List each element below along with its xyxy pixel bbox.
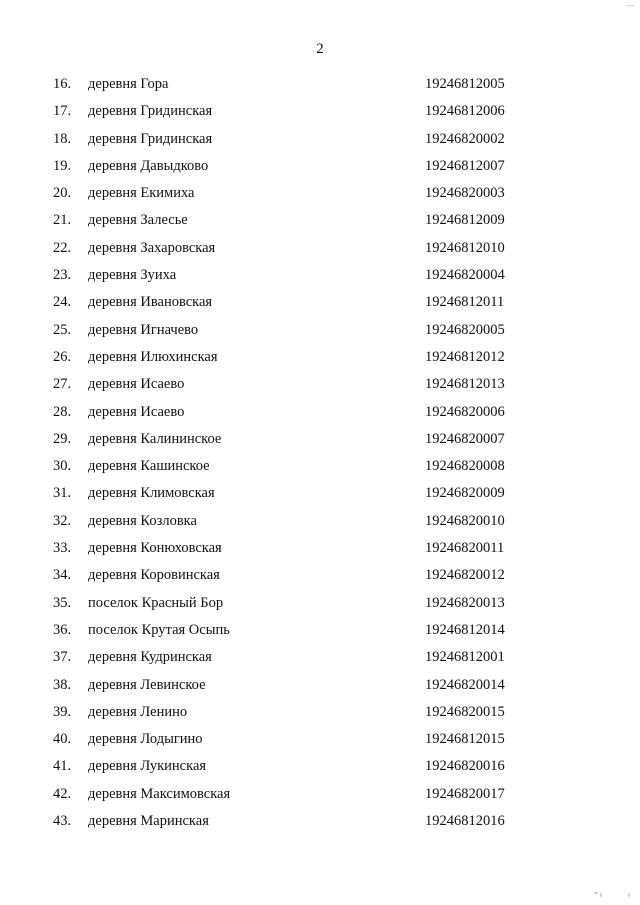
oktmo-code: 19246812015 xyxy=(425,731,505,748)
settlement-name: деревня Кашинское xyxy=(88,458,210,475)
row-number: 19. xyxy=(53,157,72,174)
oktmo-code: 19246812007 xyxy=(425,157,505,174)
row-number: 30. xyxy=(53,458,72,475)
settlement-name: деревня Гора xyxy=(88,76,169,92)
settlement-name: поселок Крутая Осыпь xyxy=(88,621,230,638)
oktmo-code: 19246820004 xyxy=(425,267,505,284)
oktmo-code: 19246820007 xyxy=(425,430,505,447)
oktmo-code: 19246820011 xyxy=(425,540,505,557)
list-row xyxy=(0,266,640,293)
row-number: 20. xyxy=(53,185,72,202)
oktmo-code: 19246820016 xyxy=(425,758,505,775)
oktmo-code: 19246820010 xyxy=(425,512,505,529)
settlement-name: деревня Маринская xyxy=(88,813,209,830)
row-number: 26. xyxy=(53,348,72,365)
row-number: 35. xyxy=(53,594,72,611)
settlement-name: деревня Исаево xyxy=(88,376,185,393)
oktmo-code: 19246820014 xyxy=(425,676,505,693)
settlement-name: деревня Гридинская xyxy=(88,103,213,120)
list-row xyxy=(0,812,640,839)
settlement-name: деревня Зуиха xyxy=(88,267,177,284)
list-row xyxy=(0,703,640,730)
settlement-name: деревня Исаево xyxy=(88,403,185,420)
settlement-name: деревня Гридинская xyxy=(88,130,213,147)
row-number: 43. xyxy=(53,813,72,830)
row-number: 38. xyxy=(53,676,72,693)
list-row xyxy=(0,157,640,184)
settlement-name: деревня Илюхинская xyxy=(88,348,218,365)
oktmo-code: 19246820012 xyxy=(425,567,505,584)
list-row xyxy=(0,321,640,348)
settlement-name: деревня Лукинская xyxy=(88,758,207,775)
row-number: 39. xyxy=(53,703,72,720)
list-row xyxy=(0,239,640,266)
settlement-list xyxy=(0,75,640,839)
settlement-name: деревня Климовская xyxy=(88,485,215,502)
list-row xyxy=(0,430,640,457)
list-row xyxy=(0,375,640,402)
row-number: 16. xyxy=(53,76,72,92)
oktmo-code: 19246812010 xyxy=(425,239,505,256)
oktmo-code: 19246812013 xyxy=(425,376,505,393)
settlement-name: деревня Максимовская xyxy=(88,785,231,802)
oktmo-code: 19246812012 xyxy=(425,348,505,365)
row-number: 40. xyxy=(53,731,72,748)
settlement-name: деревня Кудринская xyxy=(88,649,212,666)
oktmo-code: 19246820015 xyxy=(425,703,505,720)
list-row xyxy=(0,484,640,511)
oktmo-code: 19246820006 xyxy=(425,403,505,420)
row-number: 36. xyxy=(53,621,72,638)
list-row xyxy=(0,512,640,539)
oktmo-code: 19246812005 xyxy=(425,76,505,92)
page-number: 2 xyxy=(316,41,324,57)
list-row xyxy=(0,184,640,211)
list-row xyxy=(0,594,640,621)
row-number: 31. xyxy=(53,485,72,502)
list-row xyxy=(0,785,640,812)
corner-scan-mark-bottom-right: ı xyxy=(628,891,630,899)
settlement-name: деревня Козловка xyxy=(88,512,197,529)
oktmo-code: 19246812009 xyxy=(425,212,505,229)
oktmo-code: 19246820005 xyxy=(425,321,505,338)
list-row xyxy=(0,621,640,648)
row-number: 28. xyxy=(53,403,72,420)
oktmo-code: 19246820003 xyxy=(425,185,505,202)
list-row xyxy=(0,211,640,238)
settlement-name: деревня Конюховская xyxy=(88,540,222,557)
row-number: 37. xyxy=(53,649,72,666)
list-row xyxy=(0,102,640,129)
oktmo-code: 19246812016 xyxy=(425,813,505,830)
settlement-name: деревня Залесье xyxy=(88,212,188,229)
list-row xyxy=(0,457,640,484)
settlement-name: деревня Лодыгино xyxy=(88,731,203,748)
settlement-name: деревня Давыдково xyxy=(88,157,209,174)
list-row xyxy=(0,676,640,703)
row-number: 22. xyxy=(53,239,72,256)
oktmo-code: 19246820017 xyxy=(425,785,505,802)
row-number: 29. xyxy=(53,430,72,447)
settlement-name: поселок Красный Бор xyxy=(88,594,224,611)
settlement-name: деревня Ленино xyxy=(88,703,188,720)
settlement-name: деревня Захаровская xyxy=(88,239,216,256)
settlement-name: деревня Екимиха xyxy=(88,185,195,202)
settlement-name: деревня Калининское xyxy=(88,430,222,447)
row-number: 32. xyxy=(53,512,72,529)
list-row xyxy=(0,539,640,566)
row-number: 17. xyxy=(53,103,72,120)
corner-scan-mark-top: … xyxy=(627,0,634,8)
settlement-name: деревня Ивановская xyxy=(88,294,213,311)
list-row xyxy=(0,75,640,102)
list-row xyxy=(0,730,640,757)
list-row xyxy=(0,130,640,157)
list-row xyxy=(0,566,640,593)
row-number: 34. xyxy=(53,567,72,584)
oktmo-code: 19246812006 xyxy=(425,103,505,120)
row-number: 42. xyxy=(53,785,72,802)
list-row xyxy=(0,348,640,375)
list-row xyxy=(0,648,640,675)
oktmo-code: 19246812014 xyxy=(425,621,505,638)
settlement-name: деревня Игначево xyxy=(88,321,199,338)
list-row xyxy=(0,757,640,784)
oktmo-code: 19246820009 xyxy=(425,485,505,502)
row-number: 33. xyxy=(53,540,72,557)
oktmo-code: 19246820013 xyxy=(425,594,505,611)
settlement-name: деревня Левинское xyxy=(88,676,206,693)
row-number: 18. xyxy=(53,130,72,147)
row-number: 24. xyxy=(53,294,72,311)
row-number: 27. xyxy=(53,376,72,393)
oktmo-code: 19246812011 xyxy=(425,294,505,311)
oktmo-code: 19246820008 xyxy=(425,458,505,475)
oktmo-code: 19246812001 xyxy=(425,649,505,666)
list-row xyxy=(0,403,640,430)
settlement-name: деревня Коровинская xyxy=(88,567,220,584)
oktmo-code: 19246820002 xyxy=(425,130,505,147)
row-number: 25. xyxy=(53,321,72,338)
row-number: 23. xyxy=(53,267,72,284)
row-number: 21. xyxy=(53,212,72,229)
corner-scan-mark-bottom: " ı xyxy=(594,891,602,899)
row-number: 41. xyxy=(53,758,72,775)
list-row xyxy=(0,293,640,320)
